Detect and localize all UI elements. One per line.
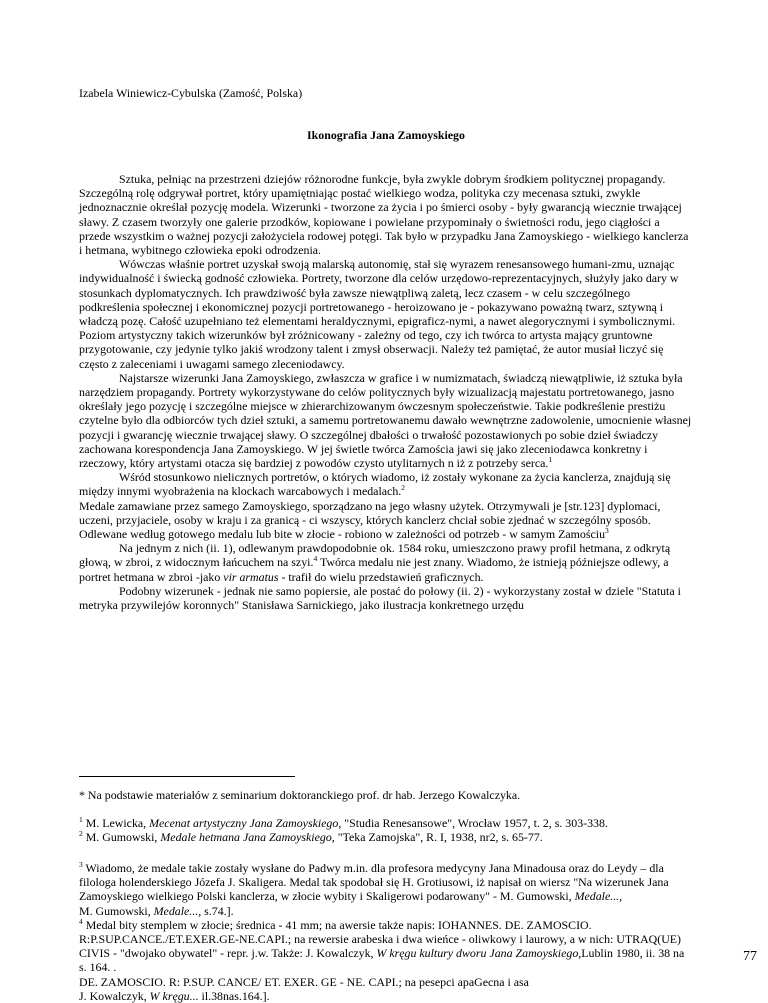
footnote-title: Mecenat artystyczny Jana Zamoyskiego, (149, 816, 342, 830)
footnote-text: Lublin 1980, ii. 38 na s. 164. . (79, 946, 685, 975)
footnote-title: Medale..., (153, 903, 202, 918)
footnote-text: DE. ZAMOSCIO. R: P.SUP. CANCE/ ET. EXER. GE - NE. CAPI.; na pesepci apaGecna i asa (79, 974, 529, 989)
paragraph-text: Na jednym z nich (ii. 1), odlewanym prawdopodobnie ok. 1584 roku, umieszczono prawy profil hetmana, z odkrytą głową, w zbroi, z widocznym łańcuchem na szyi. (79, 541, 671, 570)
paragraph-text: Wśród stosunkowo nielicznych portretów, o których wiadomo, iż zostały wykonane za życia kanclerza, znajdują się między innymi wyobrażenia na klockach warcabowych i medalach. (79, 470, 671, 499)
footnote-text: "Teka Zamojska", R. I, 1938, nr2, s. 65-77. (334, 830, 543, 845)
footnote-text: M. Gumowski, (82, 830, 161, 845)
footnote-star: * Na podstawie materiałów z seminarium doktoranckiego prof. dr hab. Jerzego Kowalczyka. (79, 788, 521, 802)
footnote-title: Medale..., (574, 889, 623, 904)
paragraph (79, 470, 693, 498)
paragraph-text: Twórca medalu nie jest znany. Wiadomo, że istnieją późniejsze odlewy, a portret hetmana w zbroi -jako (79, 555, 669, 584)
paragraph-text: - trafił do wielu przedstawień graficznych. (278, 569, 484, 584)
footnote-text: Wiadomo, że medale takie zostały wysłane do Padwy m.in. dla profesora medycyny Jana Minadousa oraz do Leydy – dla filologa holenderskiego Józefa J. Skaligera. Medal tak spodobał się H. Grotiusowi, iż napisał on wiersz "Na wizerunek Jana Zamoyskiego wielkiego Polski kanclerza, w złocie wybity i Skaligerowi podarowany" - M. Gumowski, (79, 861, 669, 904)
footnote (79, 861, 693, 918)
footnote-text: J. Kowalczyk, (79, 988, 150, 1003)
paragraph: Sztuka, pełniąc na przestrzeni dziejów różnorodne funkcje, była zwykle dobrym środkiem politycznej propagandy. Szczególną rolę odgrywał portret, który upamiętniając postać wielkiego wodza, polityka czy mecenasa sztuki, zwykle jednoznacznie określał pozycję modela. Wizerunki - tworzone za życia i po śmierci osoby - były gwarancją wiecznie trwającej sławy. Z czasem tworzyły one galerie przodków, kopiowane i powielane przypominały o świetności rodu, jego ciągłości a przede wszystkim o ważnej pozycji założyciela rodowej potęgi. Tak było w przypadku Jana Zamoyskiego - wielkiego kanclerza i hetmana, wybitnego człowieka epoki odrodzenia. (79, 172, 689, 258)
paragraph (79, 371, 693, 470)
footnote-ref[interactable]: 1 (548, 455, 553, 465)
footnote-text: M. Lewicka, (82, 816, 150, 830)
article-body (79, 172, 693, 612)
author-line: Izabela Winiewicz-Cybulska (Zamość, Polska) (79, 86, 303, 100)
paragraph-text: Najstarsze wizerunki Jana Zamoyskiego, zwłaszcza w grafice i w numizmatach, świadczą niewątpliwie, iż sztuka była narzędziem propagandy. Portrety wykorzystywane do celów politycznych były wizualizacją majestatu portretowanego, jasno określały jego pozycję i szczególne miejsce w zhierarchizowanym ówczesnym społeczeństwie. Takie podkreślenie prestiżu czytelne było dla odbiorców tych dzieł sztuki, a samemu portretowanemu dawało wewnętrzne zadowolenie, umocnienie własnej pozycji i gwarancję wiecznie trwającej sławy. O szczególnej dbałości o trwałość pozostawionych po sobie dzieł świadczy zachowana korespondencja Jana Zamoyskiego. W jej świetle twórca Zamościa jawi się jako zleceniodawca konkretny i rzeczowy, który artystami otacza się bardziej z powodów czysto utylitarnych n iż z potrzeby serca. (79, 370, 692, 471)
paragraph-text: Medale zamawiane przez samego Zamoyskiego, sporządzano na jego własny użytek. Otrzymywali je [str.123] dyplomaci, uczeni, przyjaciele, osoby w kraju i za granicą - ci wszyscy, których kanclerz chciał sobie zjednać w szczególny sposób. Odlewane według gotowego medalu lub bite w złocie - robiono w zależności od potrzeb - w samym Zamościu (79, 498, 661, 542)
footnote-text: M. Gumowski, (79, 903, 154, 918)
footnotes-3-4 (79, 861, 693, 1003)
footnote-text: il.38nas.164.]. (198, 988, 270, 1003)
paragraph (79, 541, 693, 584)
article-title: Ikonografia Jana Zamoyskiego (307, 128, 465, 142)
footnote-divider (79, 776, 295, 777)
footnote (79, 816, 608, 830)
page-number: 77 (743, 949, 757, 964)
footnote-ref[interactable]: 3 (605, 526, 609, 536)
footnote-number: 3 (79, 860, 83, 869)
footnote-ref[interactable]: 4 (313, 554, 318, 564)
footnote-number: 1 (79, 815, 83, 824)
footnote-ref[interactable]: 2 (401, 483, 405, 493)
footnote-number: 2 (79, 829, 83, 839)
footnote-title: W kręgu... (149, 988, 199, 1003)
footnote-title: Medale hetmana Jana Zamoyskiego, (160, 830, 335, 845)
emphasis: vir armatus (223, 569, 279, 584)
footnote-text: s.74.]. (201, 903, 234, 918)
footnote (79, 830, 608, 844)
footnotes-1-2 (79, 816, 608, 844)
paragraph (79, 499, 693, 542)
footnote-text: Medal bity stemplem w złocie; średnica - 41 mm; na awersie także napis: IOHANNES. DE. ZAMOSCIO. R:P.SUP.CANCE./ET.EXER.GE-NE.CAPI.; na rewersie arabeska i dwa wieńce - oliwkowy i laurowy, a w nich: UTRAQ(UE) CIVIS - "dwojako obywatel" - repr. j.w. Także: J. Kowalczyk, (79, 917, 682, 961)
footnote-text: "Studia Renesansowe", Wrocław 1957, t. 2, s. 303-338. (341, 816, 608, 830)
paragraph: Wówczas właśnie portret uzyskał swoją malarską autonomię, stał się wyrazem renesansowego humani-zmu, uznając indywidualność i świecką godność człowieka. Portrety, tworzone dla celów urzędowo-reprezentacyjnych, służyły jako dary w stosunkach dyplomatycznych. Ich prawdziwość była zawsze niewątpliwą zaletą, lecz czasem - w celu szczególnego podkreślenia społecznej i ekonomicznej pozycji portretowanego - heroizowano je - pokazywano poważną twarz, sztywną i władczą pozę. Całość uzupełniano też elementami heraldycznymi, epigraficz-nymi, a nawet alegorycznymi i symbolicznymi. Poziom artystyczny takich wizerunków był zróżnicowany - zależny od tego, czy ich twórca to artysta mający gruntowne przygotowanie, czy jedynie tylko jakiś wrodzony talent i zmysł obserwacji. Należy też pamiętać, że autor musiał liczyć się często z zaleceniami i uwagami samego zleceniodawcy. (79, 257, 679, 371)
footnote-number: 4 (79, 916, 83, 926)
footnote-title: W kręgu kultury dworu Jana Zamoyskiego, (376, 946, 582, 961)
paragraph: Podobny wizerunek - jednak nie samo popiersie, ale postać do połowy (ii. 2) - wykorzystany został w dziele "Statuta i metryka przywilejów koronnych" Stanisława Sarnickiego, jako ilustracja konkretnego urzędu (79, 583, 681, 613)
footnote (79, 918, 693, 1003)
